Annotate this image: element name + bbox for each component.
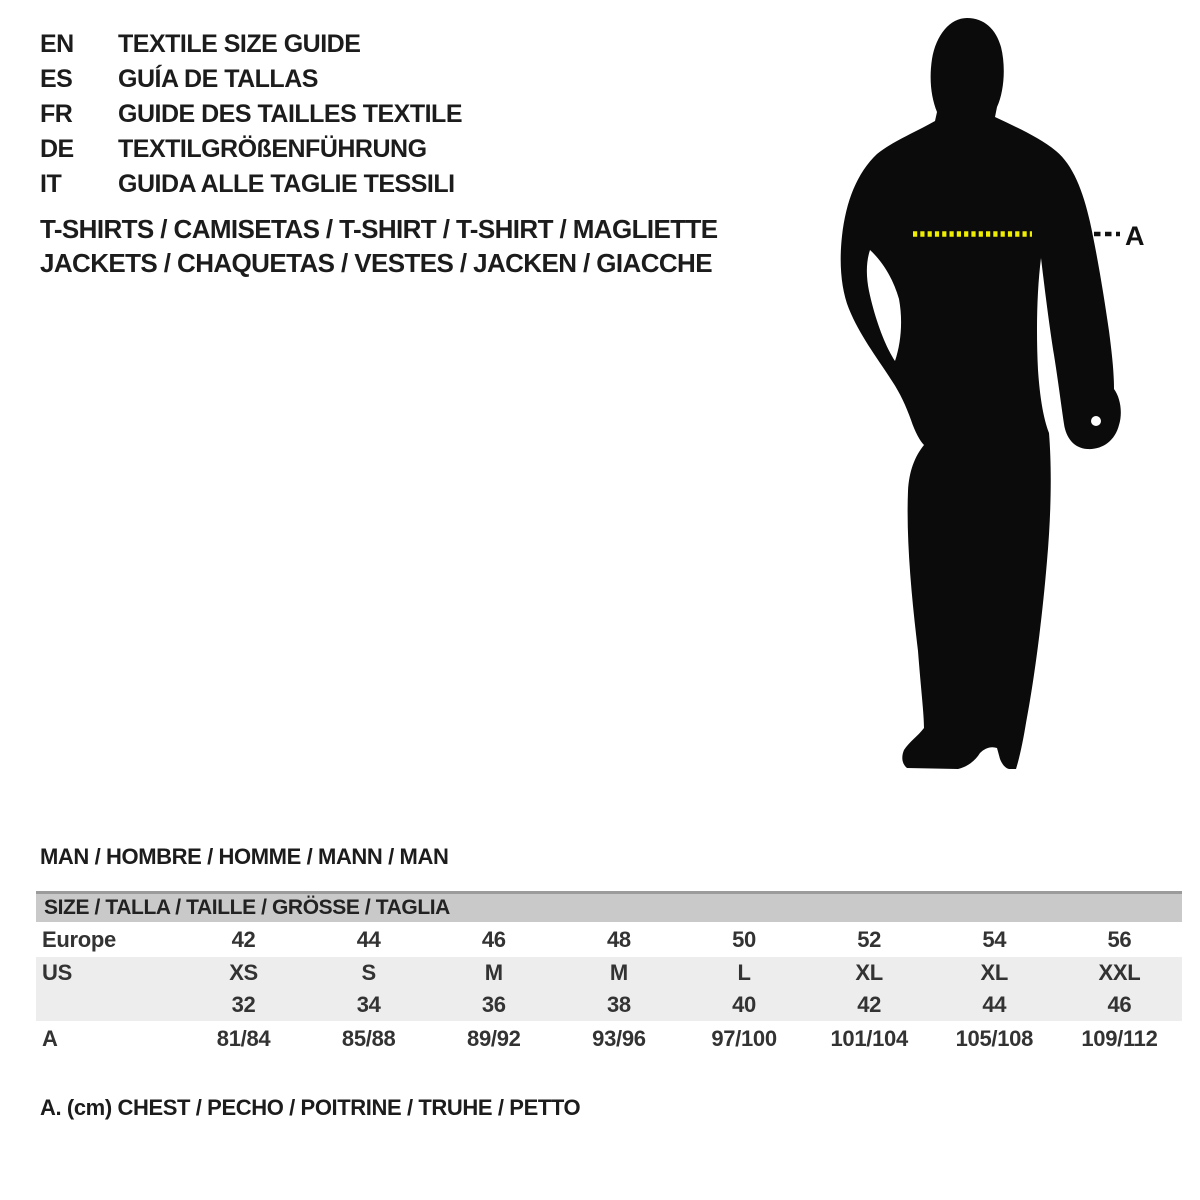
size-table-header: SIZE / TALLA / TAILLE / GRÖSSE / TAGLIA <box>36 891 1182 922</box>
row-label: US <box>42 960 72 985</box>
measure-label-a: A <box>1125 221 1145 251</box>
fist-highlight-notch <box>1091 416 1101 426</box>
table-cell: 42 <box>857 992 882 1017</box>
language-code: FR <box>40 100 73 128</box>
language-row-fr <box>40 97 462 132</box>
table-cell: M <box>484 960 503 985</box>
category-line: T-SHIRTS / CAMISETAS / T-SHIRT / T-SHIRT / MAGLIETTE <box>40 214 718 244</box>
table-cell: 36 <box>481 992 506 1017</box>
table-cell: 89/92 <box>467 1026 521 1051</box>
table-cell: XS <box>229 960 258 985</box>
man-silhouette-graphic <box>820 0 1200 800</box>
row-label: A <box>42 1026 58 1051</box>
table-cell: 54 <box>982 926 1007 952</box>
size-table <box>36 891 1182 1057</box>
size-table-body <box>36 922 1182 1057</box>
table-cell: XL <box>855 960 883 985</box>
table-cell: 105/108 <box>955 1026 1034 1051</box>
table-cell: 93/96 <box>592 1026 646 1051</box>
language-title-list <box>40 27 462 202</box>
language-title: TEXTILE SIZE GUIDE <box>118 30 361 58</box>
striped-row-band <box>36 957 1182 1021</box>
language-row-it <box>40 167 462 202</box>
table-cell: 81/84 <box>216 1026 271 1051</box>
language-title: GUIDA ALLE TAGLIE TESSILI <box>118 170 455 198</box>
table-row-europe <box>36 922 1182 957</box>
table-cell: 46 <box>481 926 506 952</box>
table-cell: 56 <box>1107 926 1132 952</box>
man-silhouette <box>841 18 1121 769</box>
table-cell: 50 <box>732 926 756 952</box>
language-code: ES <box>40 65 73 93</box>
table-cell: S <box>361 960 376 985</box>
table-cell: 44 <box>982 992 1007 1017</box>
language-code: IT <box>40 170 62 198</box>
language-title: GUIDE DES TAILLES TEXTILE <box>118 100 463 128</box>
table-cell: 85/88 <box>341 1026 396 1051</box>
section-title-man: MAN / HOMBRE / HOMME / MANN / MAN <box>40 844 449 869</box>
table-cell: 34 <box>356 992 381 1017</box>
measure-footnote: A. (cm) CHEST / PECHO / POITRINE / TRUHE / PETTO <box>40 1095 581 1120</box>
category-line: JACKETS / CHAQUETAS / VESTES / JACKEN / GIACCHE <box>40 248 712 278</box>
table-row-us <box>36 957 1182 989</box>
table-cell: 52 <box>857 926 882 952</box>
table-row-numeric <box>36 989 1182 1021</box>
table-cell: M <box>609 960 628 985</box>
category-list <box>40 212 718 280</box>
language-code: DE <box>40 135 74 163</box>
table-cell: 109/112 <box>1081 1026 1158 1051</box>
language-row-de <box>40 132 462 167</box>
language-row-en <box>40 27 462 62</box>
table-cell: 38 <box>607 992 631 1017</box>
row-label: Europe <box>42 926 116 952</box>
table-cell: 44 <box>356 926 381 952</box>
table-cell: XXL <box>1098 960 1141 985</box>
language-row-es <box>40 62 462 97</box>
table-cell: XL <box>980 960 1009 985</box>
table-row-a <box>36 1021 1182 1057</box>
table-cell: 32 <box>231 992 256 1017</box>
measurement-figure <box>820 0 1200 800</box>
table-cell: 42 <box>231 926 256 952</box>
table-cell: 97/100 <box>711 1026 777 1051</box>
language-title: GUÍA DE TALLAS <box>118 65 318 93</box>
table-cell: 46 <box>1107 992 1132 1017</box>
language-code: EN <box>40 30 74 58</box>
table-cell: L <box>737 960 751 985</box>
table-cell: 101/104 <box>830 1026 908 1051</box>
table-cell: 48 <box>607 926 631 952</box>
language-title: TEXTILGRÖßENFÜHRUNG <box>118 135 427 163</box>
table-cell: 40 <box>732 992 756 1017</box>
